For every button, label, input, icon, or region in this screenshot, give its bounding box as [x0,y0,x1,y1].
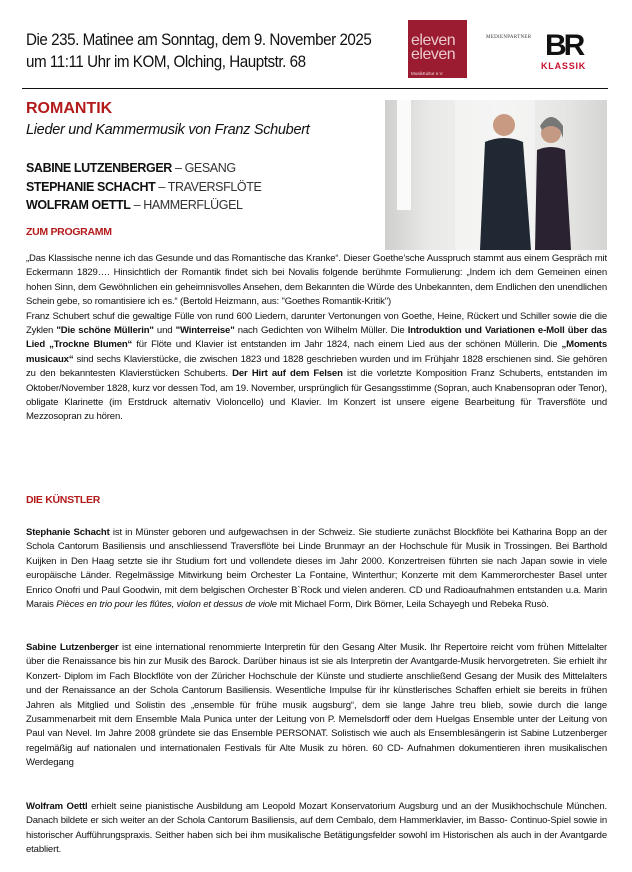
bold-text: Stephanie Schacht [26,527,110,538]
performer [26,178,261,197]
text-segment: erhielt seine pianistische Ausbildung am Leopold Mozart Konservatorium Augsburg und an der Musikhochschule München. Danach bildete er sich weiter an der Schola Cantorum Basiliensis, auf dem Cembalo, dem Hammerklavier, im Basso- Continuo-Spiel sowie in historischer Aufführungspraxis. Seither haben sich bei ihm musikalische Betätigungsfelder sowohl im Historischen als auch in der Avantgarde etabliert. [26,801,608,856]
performer [26,159,261,178]
bio-wolfram-oettl [26,800,607,858]
bold-text: "Die schöne Müllerin" [56,325,154,337]
logo-word: eleven [411,32,456,49]
text-segment: Franz Schubert schuf die gewaltige Fülle von rund 600 Liedern, darunter Vertonungen von Goethe, Heine, Rückert und Schiller sowie die die Zyklen [26,310,607,337]
text-segment: sind sechs Klavierstücke, die zwischen 1823 und 1828 geschrieben wurden und im Frühjahr 1828 erschienen sind. Sie gehören zu den bekanntesten Klavierstücken Schuberts. [26,353,607,380]
text-segment: nach Gedichten von Wilhelm Müller. Die [234,325,408,337]
br-logo: BR [545,29,583,62]
text-segment: ist eine international renommierte Interpretin für den Gesang Alter Musik. Ihr Repertoire reicht vom frühen Mittelalter über die Renaissance bis hin zur Musik des Barock. Darüber hinaus ist sie als Interpretin der Avantgarde-Musik hervorgetreten. Sie erhielt ihr Konzert- Diplom im Fach Blockflöte von der Züricher Hochschule der Künste und studierte anschließend Gesang der Musik des Mittelalters und der Renaissance an der Schola Cantorum Basiliensis. Wesentliche Impulse für ihr künstlerisches Schaffen erhielt sie bereits in frühen Jahren als Mitglied und Solistin des „ensemble für frühe musik augsburg“, dem sie lange Jahre treu blieb, sowie durch die lange Zusammenarbeit mit dem Ensemble Mala Punica unter der Leitung von P. Memelsdorff oder dem Huelgas Ensemble unter der Leitung von Paul van Nevel. Im Jahre 2008 gründete sie das Ensemble PERSONAT. Solistisch wie auch als Ensemblesängerin ist Sabine Lutzenberger regelmäßig auf nationalen und internationalen Festivals für Alte Musik zu hören. 60 CD- Aufnahmen dokumentieren ihren musikalischen Werdegang [26,642,608,769]
eleven-eleven-logo [408,20,467,78]
event-date: Die 235. Matinee am Sonntag, dem 9. November 2025 [26,31,372,49]
performer-role: – GESANG [171,161,236,175]
program-link[interactable]: ZUM PROGRAMM [26,226,112,238]
intro-paragraph [26,252,607,425]
performer-role: – HAMMERFLÜGEL [130,198,243,212]
br-klassik-logo: KLASSIK [541,61,587,71]
text-segment: ist in Münster geboren und aufgewachsen in der Schweiz. Sie studierte zunächst Blockflöte bei Katharina Bopp an der Schola Cantorum Basiliensis und anschliessend Traversflöte bei Linde Brunmayr an der Hochschule für Musik in Trossingen. Bei Barthold Kuijken in Den Haag setzte sie ihr Studium fort und vollendete dieses im Jahr 2000. Konzertreisen führten sie nach Japan sowie in viele europäische Länder. Regelmässige Mitwirkung beim Orchester La Fontaine, Winterthur; Konzerte mit dem Kammerorchester Basel unter Enrico Onofri und Paul Goodwin, mit dem belgischen Orchester B`Rock und vielen anderen. CD und Radioaufnahmen entstanden u.a. Marin Marais [26,527,607,611]
bold-text: Der Hirt auf dem Felsen [232,368,343,380]
performer-name: STEPHANIE SCHACHT [26,179,156,194]
bold-text: "Winterreise" [175,325,235,337]
divider [22,88,608,89]
text-segment: ist die vorletzte Komposition Franz Schuberts, entstanden im Oktober/November 1828, kurz vor dessen Tod, am 19. November, ursprünglich für Gesangsstimme (Sopran, auch Knabensopran oder Tenor), obligate Klarinette (im Erstdruck alternativ Violoncello) und Klavier. Im Konzert ist unsere eigene Bearbeitung für Traversflöte und Mezzosopran zu hören. [26,368,608,423]
logo-word: eleven [411,46,456,63]
media-partner-label: MEDIENPARTNER [486,35,532,40]
bold-text: Wolfram Oettl [26,801,88,812]
bio-sabine-lutzenberger [26,641,607,771]
text-segment: „Das Klassische nenne ich das Gesunde und das Romantische das Kranke“. Dieser Goethe’sche Ausspruch stammt aus einem Gespräch mit Eckermann 1829…. Hinsichtlich der Romantik findet sich bei Novalis folgende berühmte Formulierung: „Indem ich dem Gemeinen einen hohen Sinn, dem Gewöhnlichen ein geheimnisvolles Ansehen, dem Bekannten die Würde des Unbekannten, dem Endlichen den unendlichen Schein gebe, so romantisiere ich es.“ (Bertold Heizmann, aus: "Goethes Romantik-Kritik") [26,253,607,308]
performer [26,196,261,215]
italic-text: Pièces en trio pour les flûtes, violon et dessus de viole [56,599,277,611]
performer-name: SABINE LUTZENBERGER [26,161,172,175]
performer-list [26,159,261,215]
bold-text: Introduktion und Variationen e-Moll über das Lied „Trockne Blumen“ [26,325,607,351]
text-segment: für Flöte und Klavier ist entstanden im Jahr 1824, nach einem Lied aus der schönen Müllerin. Die [132,339,562,351]
performer-role: – TRAVERSFLÖTE [155,179,262,194]
event-header [26,29,371,73]
performer-name: WOLFRAM OETTL [26,198,131,212]
bold-text: Sabine Lutzenberger [26,642,119,653]
text-segment: und [153,325,176,337]
concert-title: ROMANTIK [26,100,113,117]
artists-photo [385,100,607,250]
logo-subtitle: MusikKultur e.V. [411,71,444,76]
event-location: um 11:11 Uhr im KOM, Olching, Hauptstr. 68 [26,53,306,71]
section-heading-artists: DIE KÜNSTLER [26,494,100,506]
bio-stephanie-schacht [26,526,607,612]
text-segment: mit Michael Form, Dirk Börner, Leila Schayegh und Rebeka Rusò. [276,599,549,611]
concert-subtitle: Lieder und Kammermusik von Franz Schubert [26,122,310,138]
bold-text: „Moments musicaux“ [26,339,607,365]
